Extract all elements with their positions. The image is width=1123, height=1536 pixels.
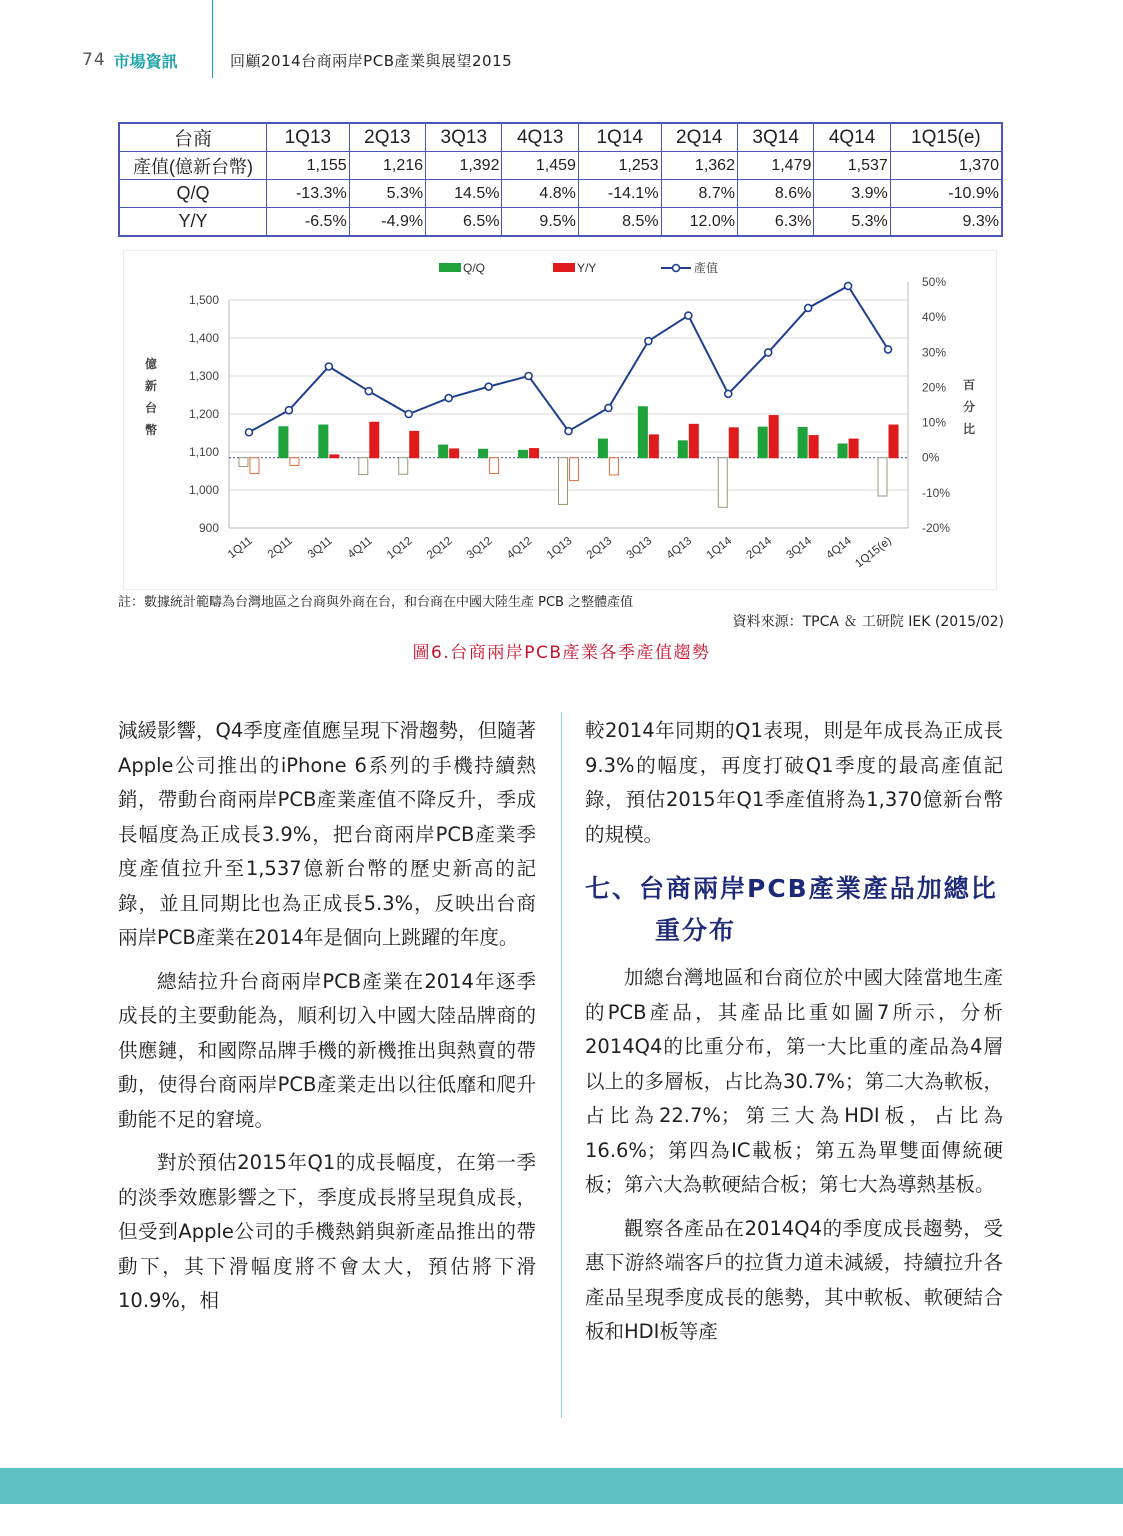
- paragraph: 總結拉升台商兩岸PCB產業在2014年逐季成長的主要動能為，順利切入中國大陸品牌商的供應鏈，和國際品牌手機的新機推出與熱賣的帶動，使得台商兩岸PCB產業走出以往低靡和爬升動能不足的窘境。: [118, 969, 536, 1131]
- y-left-tick-label: 1,000: [188, 483, 219, 497]
- table-cell: 3.9%: [814, 180, 890, 208]
- bar-qq: [399, 458, 408, 475]
- point-revenue: [645, 338, 652, 345]
- x-tick-label: 1Q13: [544, 534, 575, 562]
- bar-qq: [359, 458, 368, 475]
- point-revenue: [845, 282, 852, 289]
- y-left-tick-label: 1,100: [188, 445, 219, 459]
- bar-yy: [809, 436, 818, 458]
- x-tick-label: 2Q14: [744, 534, 775, 562]
- bar-yy: [570, 458, 579, 481]
- figure-note: 註：數據統計範疇為台灣地區之台商與外商在台，和台商在中國大陸生產 PCB 之整體產值: [118, 595, 634, 610]
- bar-yy: [330, 455, 339, 458]
- y-right-tick-label: 40%: [922, 310, 947, 325]
- bar-yy: [290, 458, 299, 466]
- bar-qq: [319, 425, 328, 458]
- table-col-header: 3Q13: [426, 123, 502, 152]
- figure-caption: 圖6.台商兩岸PCB產業各季產值趨勢: [412, 643, 711, 663]
- bar-yy: [769, 416, 778, 458]
- table-col-header: 3Q14: [737, 123, 813, 152]
- table-cell: 1,479: [737, 152, 813, 180]
- y-right-tick-label: 0%: [922, 450, 940, 465]
- table-header-row: [119, 123, 1002, 152]
- table-cell: -10.9%: [890, 180, 1002, 208]
- table-row-label: Q/Q: [119, 180, 267, 208]
- y-right-tick-label: -10%: [922, 485, 951, 500]
- table-col-header: 2Q14: [661, 123, 737, 152]
- bar-qq: [279, 427, 288, 458]
- y-left-tick-label: 1,400: [188, 331, 219, 345]
- table-row: [119, 152, 1002, 180]
- y-right-tick-label: 50%: [922, 275, 947, 289]
- table-row: [119, 208, 1002, 237]
- table-cell: 9.5%: [502, 208, 578, 237]
- bar-qq: [598, 439, 607, 458]
- footer-band: [0, 1468, 1123, 1504]
- point-revenue: [365, 388, 372, 395]
- point-revenue: [885, 346, 892, 353]
- point-revenue: [565, 428, 572, 435]
- point-revenue: [245, 429, 252, 436]
- table-cell: 1,362: [661, 152, 737, 180]
- y-left-axis-title: 幣: [144, 423, 158, 437]
- y-left-tick-label: 1,500: [188, 293, 219, 307]
- bar-yy: [370, 422, 379, 457]
- point-revenue: [685, 312, 692, 319]
- legend-label: Y/Y: [577, 261, 597, 275]
- table-cell: -6.5%: [267, 208, 350, 237]
- table-col-header: 1Q14: [578, 123, 661, 152]
- legend-swatch-qq: [439, 263, 461, 272]
- page-header: [82, 48, 178, 72]
- bar-qq: [519, 450, 528, 457]
- table-col-header: 2Q13: [349, 123, 425, 152]
- body-column-left: [118, 714, 536, 1319]
- revenue-table: [118, 122, 1003, 237]
- paragraph: 對於預估2015年Q1的成長幅度，在第一季的淡季效應影響之下，季度成長將呈現負成長，但受到Apple公司的手機熱銷與新產品推出的帶動下，其下滑幅度將不會太大，預估將下滑10.9%，相: [118, 1151, 536, 1312]
- table-cell: 1,392: [426, 152, 502, 180]
- chart-svg: [123, 250, 997, 590]
- x-tick-label: 3Q14: [784, 534, 814, 562]
- table-cell: 1,370: [890, 152, 1002, 180]
- bar-yy: [250, 458, 259, 474]
- point-revenue: [285, 407, 292, 414]
- legend-marker-revenue: [673, 265, 680, 272]
- table-cell: 6.3%: [737, 208, 813, 237]
- legend-label: Q/Q: [463, 261, 486, 275]
- x-tick-label: 3Q11: [305, 534, 335, 562]
- bar-yy: [649, 435, 658, 458]
- x-tick-label: 3Q13: [624, 534, 655, 562]
- y-left-tick-label: 1,200: [188, 407, 219, 421]
- bar-qq: [439, 445, 448, 458]
- x-tick-label: 2Q13: [584, 534, 615, 562]
- bar-qq: [638, 407, 647, 458]
- table-cell: 1,216: [349, 152, 425, 180]
- table-cell: -13.3%: [267, 180, 350, 208]
- header-divider: [212, 0, 213, 78]
- point-revenue: [445, 395, 452, 402]
- y-right-tick-label: 20%: [922, 380, 947, 395]
- quarterly-revenue-chart: [123, 250, 997, 590]
- paragraph: 較2014年同期的Q1表現，則是年成長為正成長9.3%的幅度，再度打破Q1季度的最高產值記錄，預估2015年Q1季產值將為1,370億新台幣的規模。: [585, 719, 1003, 846]
- figure-source: 資料來源：TPCA ＆ 工研院 IEK (2015/02): [732, 614, 1004, 630]
- bar-yy: [889, 425, 898, 458]
- bar-yy: [609, 458, 618, 475]
- table-cell: 1,459: [502, 152, 578, 180]
- column-divider: [561, 712, 562, 1418]
- point-revenue: [525, 373, 532, 380]
- x-tick-label: 1Q11: [225, 534, 255, 562]
- table-cell: 5.3%: [349, 180, 425, 208]
- bar-yy: [450, 449, 459, 458]
- page-number: 74: [82, 50, 106, 70]
- y-right-axis-title: 比: [962, 422, 976, 436]
- paragraph: 觀察各產品在2014Q4的季度成長趨勢，受惠下游終端客戶的拉貨力道未減緩，持續拉升各產品呈現季度成長的態勢，其中軟板、軟硬結合板和HDI板等產: [585, 1216, 1003, 1343]
- bar-qq: [678, 441, 687, 458]
- bar-yy: [849, 439, 858, 458]
- table-col-header: 1Q13: [267, 123, 350, 152]
- point-revenue: [725, 390, 732, 397]
- bar-yy: [729, 428, 738, 458]
- bar-yy: [490, 458, 499, 474]
- y-left-tick-label: 1,300: [188, 369, 219, 383]
- point-revenue: [325, 363, 332, 370]
- x-tick-label: 2Q12: [424, 534, 455, 562]
- legend-swatch-yy: [553, 263, 575, 272]
- section-name: 市場資訊: [113, 51, 178, 71]
- table-cell: 6.5%: [426, 208, 502, 237]
- section-heading: 七、台商兩岸PCB產業產品加總比重分布: [585, 874, 998, 945]
- x-tick-label: 3Q12: [464, 534, 495, 562]
- x-tick-label: 1Q14: [704, 534, 735, 562]
- table-row-label: 產值(億新台幣): [119, 152, 267, 180]
- table-col-header: 1Q15(e): [890, 123, 1002, 152]
- point-revenue: [805, 304, 812, 311]
- table-cell: 4.8%: [502, 180, 578, 208]
- table-cell: -4.9%: [349, 208, 425, 237]
- x-tick-label: 1Q12: [385, 534, 415, 562]
- bar-qq: [798, 427, 807, 457]
- table-cell: 8.5%: [578, 208, 661, 237]
- body-column-right: [585, 714, 1003, 1350]
- table-cell: 1,155: [267, 152, 350, 180]
- y-right-tick-label: 30%: [922, 345, 947, 360]
- bar-qq: [239, 458, 248, 467]
- table-cell: 8.6%: [737, 180, 813, 208]
- paragraph: 加總台灣地區和台商位於中國大陸當地生產的PCB產品，其產品比重如圖7所示，分析2014Q4的比重分布，第一大比重的產品為4層以上的多層板，占比為30.7%；第二大為軟板，占比為22.7%；第三大為HDI板，占比為16.6%；第四為IC載板；第五為單雙面傳統硬板；第六大為軟硬結合板；第七大為導熱基板。: [585, 966, 1003, 1196]
- table-cell: 14.5%: [426, 180, 502, 208]
- point-revenue: [605, 404, 612, 411]
- y-right-tick-label: 10%: [922, 415, 947, 430]
- bar-qq: [878, 458, 887, 496]
- table-col-header: 4Q14: [814, 123, 890, 152]
- y-right-axis-title: 百: [962, 378, 976, 392]
- bar-yy: [689, 424, 698, 457]
- point-revenue: [765, 349, 772, 356]
- bar-qq: [758, 427, 767, 458]
- article-title: 回顧2014台商兩岸PCB產業與展望2015: [230, 52, 513, 70]
- table-cell: 1,253: [578, 152, 661, 180]
- paragraph: 減緩影響，Q4季度產值應呈現下滑趨勢，但隨著Apple公司推出的iPhone 6系列的手機持續熱銷，帶動台商兩岸PCB產業產值不降反升，季成長幅度為正成長3.9%，把台商兩岸PCB產業季度產值拉升至1,537億新台幣的歷史新高的記錄，並且同期比也為正成長5.3%，反映出台商兩岸PCB產業在2014年是個向上跳躍的年度。: [118, 719, 536, 949]
- x-tick-label: 4Q12: [504, 534, 535, 562]
- y-left-axis-title: 新: [144, 379, 158, 393]
- bar-yy: [530, 449, 539, 458]
- x-tick-label: 4Q11: [345, 534, 375, 562]
- table-cell: 5.3%: [814, 208, 890, 237]
- bar-qq: [559, 458, 568, 505]
- table-row: [119, 180, 1002, 208]
- x-tick-label: 4Q13: [664, 534, 695, 562]
- y-left-axis-title: 億: [144, 357, 158, 371]
- table-cell: 8.7%: [661, 180, 737, 208]
- point-revenue: [405, 411, 412, 418]
- table-row-label: Y/Y: [119, 208, 267, 237]
- table-corner: 台商: [119, 123, 267, 152]
- table-cell: -14.1%: [578, 180, 661, 208]
- legend-label: 產值: [694, 261, 719, 275]
- bar-qq: [838, 444, 847, 458]
- x-tick-label: 1Q15(e): [853, 534, 894, 571]
- y-right-axis-title: 分: [962, 400, 976, 414]
- x-tick-label: 4Q14: [824, 534, 854, 562]
- table-cell: 12.0%: [661, 208, 737, 237]
- bar-qq: [718, 458, 727, 508]
- table-cell: 1,537: [814, 152, 890, 180]
- x-tick-label: 2Q11: [265, 534, 295, 562]
- bar-yy: [410, 431, 419, 457]
- point-revenue: [485, 383, 492, 390]
- y-left-axis-title: 台: [144, 401, 158, 415]
- y-left-tick-label: 900: [198, 521, 219, 535]
- bar-qq: [479, 449, 488, 457]
- y-right-tick-label: -20%: [922, 521, 951, 535]
- table-cell: 9.3%: [890, 208, 1002, 237]
- table-col-header: 4Q13: [502, 123, 578, 152]
